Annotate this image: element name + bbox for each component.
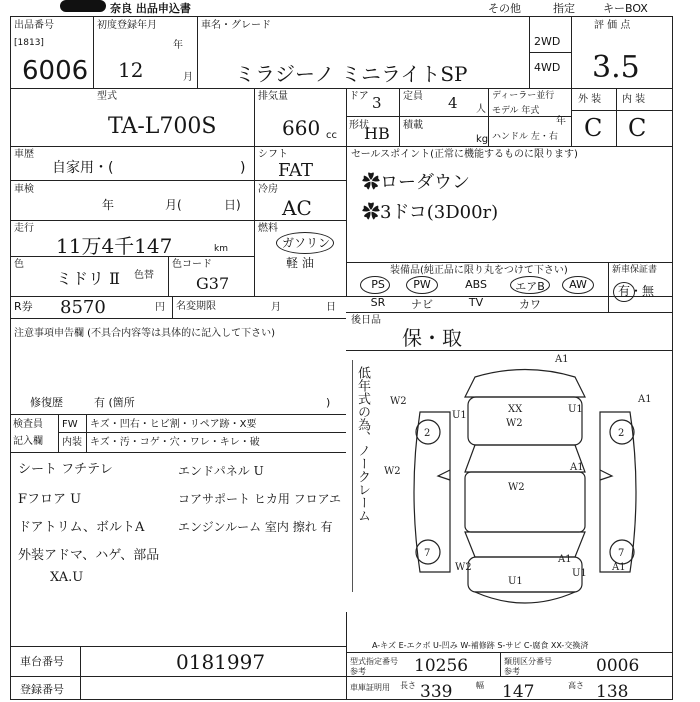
repair-history-close: ) xyxy=(326,396,331,409)
mileage-value: 11万4千147 xyxy=(56,234,173,258)
shift-label: シフト xyxy=(258,149,288,160)
mark-u1-left: U1 xyxy=(452,410,467,421)
mark-w2-roof: W2 xyxy=(508,482,525,493)
chassis-label: 車台番号 xyxy=(20,655,64,668)
equip-pw: PW xyxy=(413,278,431,291)
equip-airbag: エアB xyxy=(515,280,545,293)
model-no-sub: 参考 xyxy=(350,667,366,676)
inspection-month: 月( xyxy=(165,198,182,212)
class-no-sub: 参考 xyxy=(504,667,520,676)
class-no-value: 0006 xyxy=(596,656,640,676)
shape-value: HB xyxy=(364,124,390,143)
car-name-label: 車名・グレード xyxy=(201,20,271,31)
exterior-grade: C xyxy=(584,114,603,142)
car-diagram-left-mirror xyxy=(438,470,450,480)
capacity-label: 定員 xyxy=(403,91,423,102)
width-label: 幅 xyxy=(476,681,484,690)
first-reg-year: 12 xyxy=(118,58,144,82)
recycle-label: R券 xyxy=(14,300,33,313)
first-reg-month-unit: 月 xyxy=(183,72,193,83)
sales-point-1: ✿ローダウン xyxy=(362,172,470,193)
color-label: 色 xyxy=(14,259,24,270)
header-strip xyxy=(0,0,700,16)
fw-label: FW xyxy=(62,419,78,430)
height-value: 138 xyxy=(596,682,629,702)
model-year-label: モデル 年式 xyxy=(492,106,540,116)
note-right-1: エンドパネル U xyxy=(178,464,264,478)
exterior-label: 外 装 xyxy=(578,94,602,105)
rear-items-value: 保・取 xyxy=(402,326,462,350)
repair-history-label: 修復歴 xyxy=(30,396,63,409)
dealer-label: ディーラー並行 xyxy=(492,91,555,101)
interior-label: 内 装 xyxy=(622,94,646,105)
mark-circle-lr: 7 xyxy=(424,548,431,559)
mark-u1-right: U1 xyxy=(568,404,583,415)
mark-a1-right: A1 xyxy=(638,394,652,405)
history-value: 自家用・( xyxy=(52,160,114,176)
equip-sr: SR xyxy=(370,296,386,309)
color-code-value: G37 xyxy=(196,274,230,293)
inspection-label: 車検 xyxy=(14,184,34,195)
equip-ps-circle xyxy=(360,276,390,294)
header-label-other: その他 xyxy=(488,2,521,15)
car-diagram-windshield xyxy=(465,445,585,472)
note-left-3: ドアトリム、ボルトA xyxy=(18,520,145,535)
drive-4wd: 4WD xyxy=(534,61,561,74)
equipment-label: 装備品(純正品に限り丸をつけて下さい) xyxy=(390,265,568,276)
displacement-value: 660 xyxy=(282,116,321,140)
mark-u1-trunk: U1 xyxy=(508,576,523,587)
mark-w2-hood: W2 xyxy=(506,418,523,429)
history-close: ) xyxy=(240,160,246,176)
fw-items: キズ・凹右・ヒビ割・リペア跡・X要 xyxy=(90,419,257,430)
fuel-gasoline: ガソリン xyxy=(282,236,331,250)
diagram-legend: A-キズ E-エクボ U-凹み W-補修跡 S-サビ C-腐食 XX-交換済 xyxy=(372,641,589,650)
mark-w2-left-top: W2 xyxy=(390,396,407,407)
logo-mark xyxy=(60,0,106,12)
model-no-label: 型式指定番号 xyxy=(350,657,398,666)
car-diagram-left-side xyxy=(414,412,450,572)
length-value: 339 xyxy=(420,682,453,702)
equip-ps: PS xyxy=(371,278,385,291)
shift-value: FAT xyxy=(278,160,313,181)
mileage-unit: km xyxy=(214,244,228,254)
height-label: 高さ xyxy=(568,681,584,690)
note-left-5: XA.U xyxy=(50,570,84,585)
grade-value: 3.5 xyxy=(592,50,640,85)
car-diagram-hood xyxy=(468,397,582,445)
repair-history-value: 有 (箇所 xyxy=(94,396,135,409)
model-value: TA-L700S xyxy=(108,114,217,139)
header-label-designated: 指定 xyxy=(553,2,575,15)
lot-label: 出品番号 xyxy=(14,20,54,31)
car-name-value: ミラジーノ ミニライトSP xyxy=(235,62,468,86)
name-change-month: 月 xyxy=(271,302,281,313)
displacement-label: 排気量 xyxy=(258,91,288,102)
warranty-value: 有・無 xyxy=(618,284,655,298)
car-damage-diagram xyxy=(380,352,670,622)
mark-circle-lf: 2 xyxy=(424,428,431,439)
mark-a1-rear-right: A1 xyxy=(612,562,626,573)
model-label: 型式 xyxy=(97,91,117,102)
note-left-1: シート フチテレ xyxy=(18,462,113,477)
car-diagram-right-mirror xyxy=(600,470,612,480)
mark-circle-rr: 7 xyxy=(618,548,625,559)
equip-aw-circle xyxy=(562,276,594,294)
car-diagram-rear-bumper xyxy=(475,592,575,603)
drive-2wd: 2WD xyxy=(534,35,561,48)
equip-tv: TV xyxy=(468,296,484,309)
grade-label: 評 価 点 xyxy=(594,20,631,31)
length-label: 長さ xyxy=(400,681,416,690)
interior-defect-label: 内装 xyxy=(62,437,82,448)
doors-label: ドア xyxy=(349,91,369,102)
mark-a1-rear: A1 xyxy=(558,554,572,565)
equip-airbag-circle xyxy=(510,276,550,294)
chassis-value: 0181997 xyxy=(176,650,266,674)
model-no-value: 10256 xyxy=(414,656,469,676)
equip-leather: カワ xyxy=(519,298,541,311)
handle-label: ハンドル 左・右 xyxy=(492,132,558,142)
load-label: 積載 xyxy=(403,120,423,131)
capacity-value: 4 xyxy=(448,94,458,112)
notes-label: 注意事項申告欄 (不具合内容等は具体的に記入して下さい) xyxy=(14,328,275,339)
name-change-label: 名変期限 xyxy=(176,301,216,312)
garage-cert-label: 車庫証明用 xyxy=(350,683,390,692)
note-left-2: Fフロア U xyxy=(18,492,82,507)
car-diagram-front-top xyxy=(465,370,585,398)
lot-sub: [1813] xyxy=(14,38,44,48)
capacity-unit: 人 xyxy=(476,104,486,115)
recycle-unit: 円 xyxy=(155,302,165,313)
lot-number: 6006 xyxy=(22,56,89,86)
mark-a1-top: A1 xyxy=(555,354,569,365)
first-reg-label: 初度登録年月 xyxy=(97,20,157,31)
color-replace-label: 色替 xyxy=(134,270,154,281)
mark-a1-mid: A1 xyxy=(570,462,584,473)
mileage-label: 走行 xyxy=(14,223,34,234)
shape-label: 形状 xyxy=(349,120,369,131)
mark-w2-rear-left: W2 xyxy=(455,562,472,573)
warranty-label: 新車保証書 xyxy=(612,265,658,275)
doors-value: 3 xyxy=(372,94,382,112)
color-code-label: 色コード xyxy=(172,259,212,270)
equip-navi: ナビ xyxy=(411,298,433,311)
color-value: ミドリ Ⅱ xyxy=(56,269,120,288)
warranty-circle xyxy=(613,282,635,302)
mark-xx-hood: XX xyxy=(508,404,523,415)
first-reg-year-unit: 年 xyxy=(173,40,183,51)
registration-label: 登録番号 xyxy=(20,683,64,696)
name-change-day: 日 xyxy=(326,302,336,313)
note-right-3: エンジンルーム 室内 擦れ 有 xyxy=(178,520,333,534)
history-label: 車歴 xyxy=(14,149,34,160)
width-value: 147 xyxy=(502,682,535,702)
note-left-4: 外装アドマ、ハゲ、部品 xyxy=(18,548,160,563)
interior-defect-items: キズ・汚・コゲ・穴・ワレ・キレ・破 xyxy=(90,437,260,448)
equip-abs: ABS xyxy=(465,278,487,291)
header-label-keybox: キーBOX xyxy=(603,2,648,15)
class-no-label: 類別区分番号 xyxy=(504,657,552,666)
note-right-2: コアサポート ヒカ用 フロアエ xyxy=(178,492,342,506)
recycle-value: 8570 xyxy=(60,297,106,318)
fuel-diesel: 軽 油 xyxy=(286,256,314,270)
no-claim-note: 低年式の為、ノークレーム xyxy=(355,366,370,522)
fuel-label: 燃料 xyxy=(258,223,278,234)
mark-circle-rf: 2 xyxy=(618,428,625,439)
fuel-circle-mark xyxy=(276,232,334,254)
equip-pw-circle xyxy=(406,276,438,294)
equip-aw: AW xyxy=(569,278,587,291)
mark-u1-rear: U1 xyxy=(572,568,587,579)
sales-point-2: ✿3ドコ(3D00r) xyxy=(362,202,499,223)
car-diagram-roof xyxy=(465,472,585,532)
interior-grade: C xyxy=(628,114,647,142)
form-title: 奈良 出品申込書 xyxy=(110,2,191,15)
sales-label: セールスポイント(正常に機能するものに限ります) xyxy=(351,149,578,160)
inspector-label-1: 検査員 xyxy=(13,419,43,430)
inspector-label-2: 記入欄 xyxy=(13,436,43,447)
ac-value: AC xyxy=(282,196,312,220)
rear-items-label: 後日品 xyxy=(351,315,381,326)
ac-label: 冷房 xyxy=(258,184,278,195)
load-unit: kg xyxy=(476,134,489,145)
mark-w2-left-mid: W2 xyxy=(384,466,401,477)
inspection-year: 年 xyxy=(102,198,115,212)
inspection-day: 日) xyxy=(224,198,241,212)
model-year-unit: 年 xyxy=(556,116,566,127)
displacement-unit: cc xyxy=(326,130,337,141)
